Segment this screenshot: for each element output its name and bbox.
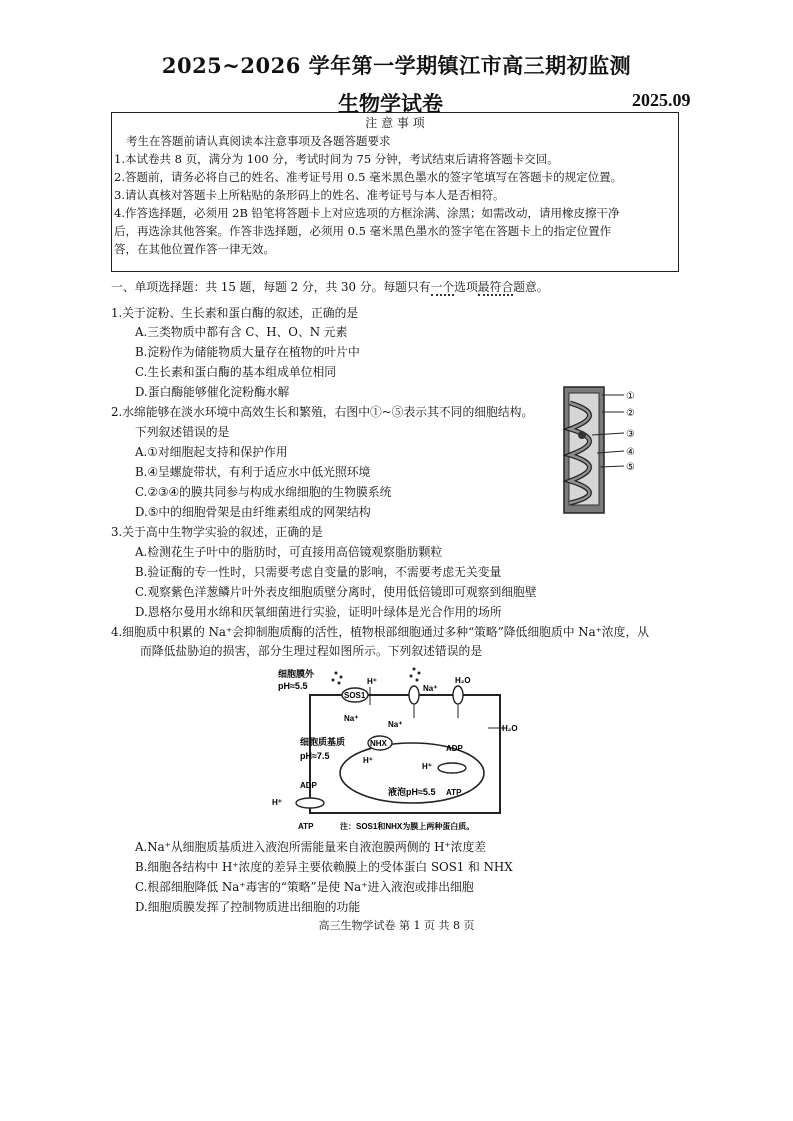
- cytosol-ph-label: pH≈7.5: [300, 751, 330, 761]
- atp-label: ATP: [298, 822, 314, 831]
- h2o-label: H₂O: [455, 676, 471, 685]
- outside-ph-label: pH≈5.5: [278, 681, 308, 691]
- question-stem: 4.细胞质中积累的 Na⁺会抑制胞质酶的活性，植物根部细胞通过多种“策略”降低细胞质中 Na⁺浓度，从: [111, 625, 650, 639]
- notice-item: 后，再选涂其他答案。作答非选择题，必须用 0.5 毫米黑色墨水的签字笔在答题卡上的指定位置作: [114, 224, 612, 238]
- na-plus-label: Na⁺: [344, 714, 359, 723]
- question-option: A.检测花生子叶中的脂肪时，可直接用高倍镜观察脂肪颗粒: [135, 545, 443, 559]
- na-plus-label: Na⁺: [388, 720, 403, 729]
- figure-label: ⑤: [626, 462, 635, 473]
- question-option: D.⑤中的细胞骨架是由纤维素组成的网架结构: [135, 505, 371, 519]
- section-heading-mid: 选项: [454, 280, 478, 294]
- outside-label: 细胞膜外: [278, 669, 315, 679]
- adp-label: ADP: [300, 781, 317, 790]
- atp-label: ATP: [446, 788, 462, 797]
- exam-date: 2025.09: [632, 90, 691, 110]
- question-option: C.根部细胞降低 Na⁺毒害的“策略”是使 Na⁺进入液泡或排出细胞: [135, 880, 474, 894]
- vacuole-label: 液泡pH≈5.5: [388, 787, 436, 797]
- question-option: B.淀粉作为储能物质大量存在植物的叶片中: [135, 345, 360, 359]
- notice-box: [111, 112, 679, 272]
- spirogyra-cell-figure: [562, 385, 672, 515]
- nhx-label: NHX: [370, 739, 387, 748]
- notice-intro: 考生在答题前请认真阅读本注意事项及各题答题要求: [126, 134, 391, 148]
- question-option: C.②③④的膜共同参与构成水绵细胞的生物膜系统: [135, 485, 392, 499]
- na-plus-label: Na⁺: [423, 684, 438, 693]
- section-heading-emph: 一个: [430, 280, 455, 294]
- figure-label: ③: [626, 429, 635, 440]
- figure-label: ④: [626, 447, 635, 458]
- question-option: C.生长素和蛋白酶的基本组成单位相同: [135, 365, 337, 379]
- figure-note: 注：SOS1和NHX为膜上两种蛋白质。: [340, 822, 475, 831]
- section-heading: [111, 278, 549, 295]
- question-stem-cont: 而降低盐胁迫的损害，部分生理过程如图所示。下列叙述错误的是: [140, 644, 483, 658]
- notice-item: 4.作答选择题，必须用 2B 铅笔将答题卡上对应选项的方框涂满、涂黑；如需改动，请用橡皮擦干净: [114, 206, 620, 220]
- cytosol-label: 细胞质基质: [300, 737, 346, 747]
- question-option: A.Na⁺从细胞质基质进入液泡所需能量来自液泡膜两侧的 H⁺浓度差: [135, 840, 487, 854]
- figure-label: ②: [626, 408, 635, 419]
- question-stem-cont: 下列叙述错误的是: [135, 425, 230, 439]
- h2o-label: H₂O: [502, 724, 518, 733]
- exam-title: 2025~2026 学年第一学期镇江市高三期初监测: [161, 53, 632, 78]
- h-plus-label: H⁺: [272, 798, 282, 807]
- question-option: B.④呈螺旋带状，有利于适应水中低光照环境: [135, 465, 371, 479]
- notice-item: 3.请认真核对答题卡上所粘贴的条形码上的姓名、准考证号与本人是否相符。: [114, 188, 505, 202]
- notice-item: 答，在其他位置作答一律无效。: [114, 242, 275, 256]
- question-option: D.蛋白酶能够催化淀粉酶水解: [135, 385, 290, 399]
- question-stem: 1.关于淀粉、生长素和蛋白酶的叙述，正确的是: [111, 306, 359, 320]
- question-option: B.验证酶的专一性时，只需要考虑自变量的影响，不需要考虑无关变量: [135, 565, 502, 579]
- question-option: D.恩格尔曼用水绵和厌氧细菌进行实验，证明叶绿体是光合作用的场所: [135, 605, 502, 619]
- adp-label: ADP: [446, 744, 463, 753]
- notice-item: 2.答题前，请务必将自己的姓名、准考证号用 0.5 毫米黑色墨水的签字笔填写在答题卡的规定位置。: [114, 170, 623, 184]
- question-option: A.三类物质中都有含 C、H、O、N 元素: [135, 325, 348, 339]
- question-option: D.细胞质膜发挥了控制物质进出细胞的功能: [135, 900, 361, 914]
- h-plus-label: H⁺: [422, 762, 432, 771]
- notice-title: 注 意 事 项: [365, 116, 425, 130]
- page-footer: 高三生物学试卷 第 1 页 共 8 页: [318, 919, 475, 932]
- question-option: A.①对细胞起支持和保护作用: [135, 445, 288, 459]
- question-stem: 2.水绵能够在淡水环境中高效生长和繁殖，右图中①~⑤表示其不同的细胞结构。: [111, 405, 534, 419]
- section-heading-emph2: 最符合: [477, 280, 514, 294]
- question-stem: 3.关于高中生物学实验的叙述，正确的是: [111, 525, 323, 539]
- exam-subtitle: 生物学试卷: [338, 91, 443, 116]
- sos1-label: SOS1: [344, 691, 366, 700]
- figure-label: ①: [626, 391, 635, 402]
- h-plus-label: H⁺: [367, 677, 377, 686]
- section-heading-end: 题意。: [513, 280, 549, 294]
- h-plus-label: H⁺: [363, 756, 373, 765]
- question-option: B.细胞各结构中 H⁺浓度的差异主要依赖膜上的受体蛋白 SOS1 和 NHX: [135, 860, 513, 874]
- na-transport-diagram: [270, 663, 525, 835]
- section-heading-main: 一、单项选择题：共 15 题，每题 2 分，共 30 分。每题只有: [111, 280, 431, 294]
- notice-item: 1.本试卷共 8 页，满分为 100 分，考试时间为 75 分钟，考试结束后请将答题卡交回。: [114, 152, 559, 166]
- question-option: C.观察紫色洋葱鳞片叶外表皮细胞质壁分离时，使用低倍镜即可观察到细胞壁: [135, 585, 537, 599]
